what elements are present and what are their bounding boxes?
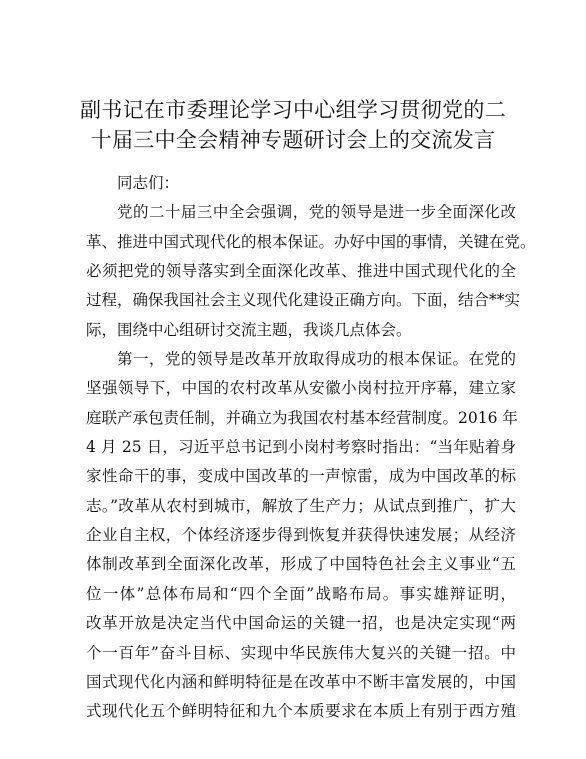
- paragraph-line: 式现代化五个鲜明特征和九个本质要求在本质上有别于西方殖: [86, 702, 516, 721]
- paragraph-line: 家性命干的事，变成中国改革的一声惊雷，成为中国改革的标: [86, 467, 516, 486]
- paragraph-line: 革、推进中国式现代化的根本保证。办好中国的事情，关键在党。: [86, 232, 536, 251]
- paragraph-line: 个一百年”奋斗目标、实现中华民族伟大复兴的关键一招。中: [86, 643, 516, 662]
- paragraph-line: 位一体”总体布局和“四个全面”战略布局。事实雄辩证明，: [86, 584, 516, 603]
- paragraph-line: 过程，确保我国社会主义现代化建设正确方向。下面，结合**实: [86, 291, 521, 310]
- paragraph-line: 体制改革到全面深化改革，形成了中国特色社会主义事业“五: [86, 555, 516, 574]
- paragraph-line: 志。”改革从农村到城市，解放了生产力；从试点到推广，扩大: [86, 496, 516, 515]
- paragraph-line: 企业自主权，个体经济逐步得到恢复并获得快速发展；从经济: [86, 526, 516, 545]
- paragraph-line: 党的二十届三中全会强调，党的领导是进一步全面深化改: [117, 203, 516, 222]
- paragraph-line: 第一，党的领导是改革开放取得成功的根本保证。在党的: [117, 350, 516, 369]
- paragraph-line: 必须把党的领导落实到全面深化改革、推进中国式现代化的全: [86, 262, 516, 281]
- paragraph-line: 坚强领导下，中国的农村改革从安徽小岗村拉开序幕，建立家: [86, 379, 516, 398]
- title-line: 十届三中全会精神专题研讨会上的交流发言: [90, 128, 496, 152]
- salutation: 同志们：: [117, 174, 180, 192]
- paragraph-line: 改革开放是决定当代中国命运的关键一招，也是决定实现“两: [86, 614, 516, 633]
- document-title: [80, 95, 506, 155]
- paragraph-line: 庭联产承包责任制，并确立为我国农村基本经营制度。2016 年: [86, 408, 518, 427]
- title-line: 副书记在市委理论学习中心组学习贯彻党的二: [80, 98, 506, 122]
- paragraph-line: 4 月 25 日，习近平总书记到小岗村考察时指出：“当年贴着身: [86, 438, 516, 457]
- paragraph-line: 国式现代化内涵和鲜明特征是在改革中不断丰富发展的，中国: [86, 672, 516, 691]
- paragraph-line: 际，围绕中心组研讨交流主题，我谈几点体会。: [86, 320, 412, 339]
- document-body: [86, 169, 536, 727]
